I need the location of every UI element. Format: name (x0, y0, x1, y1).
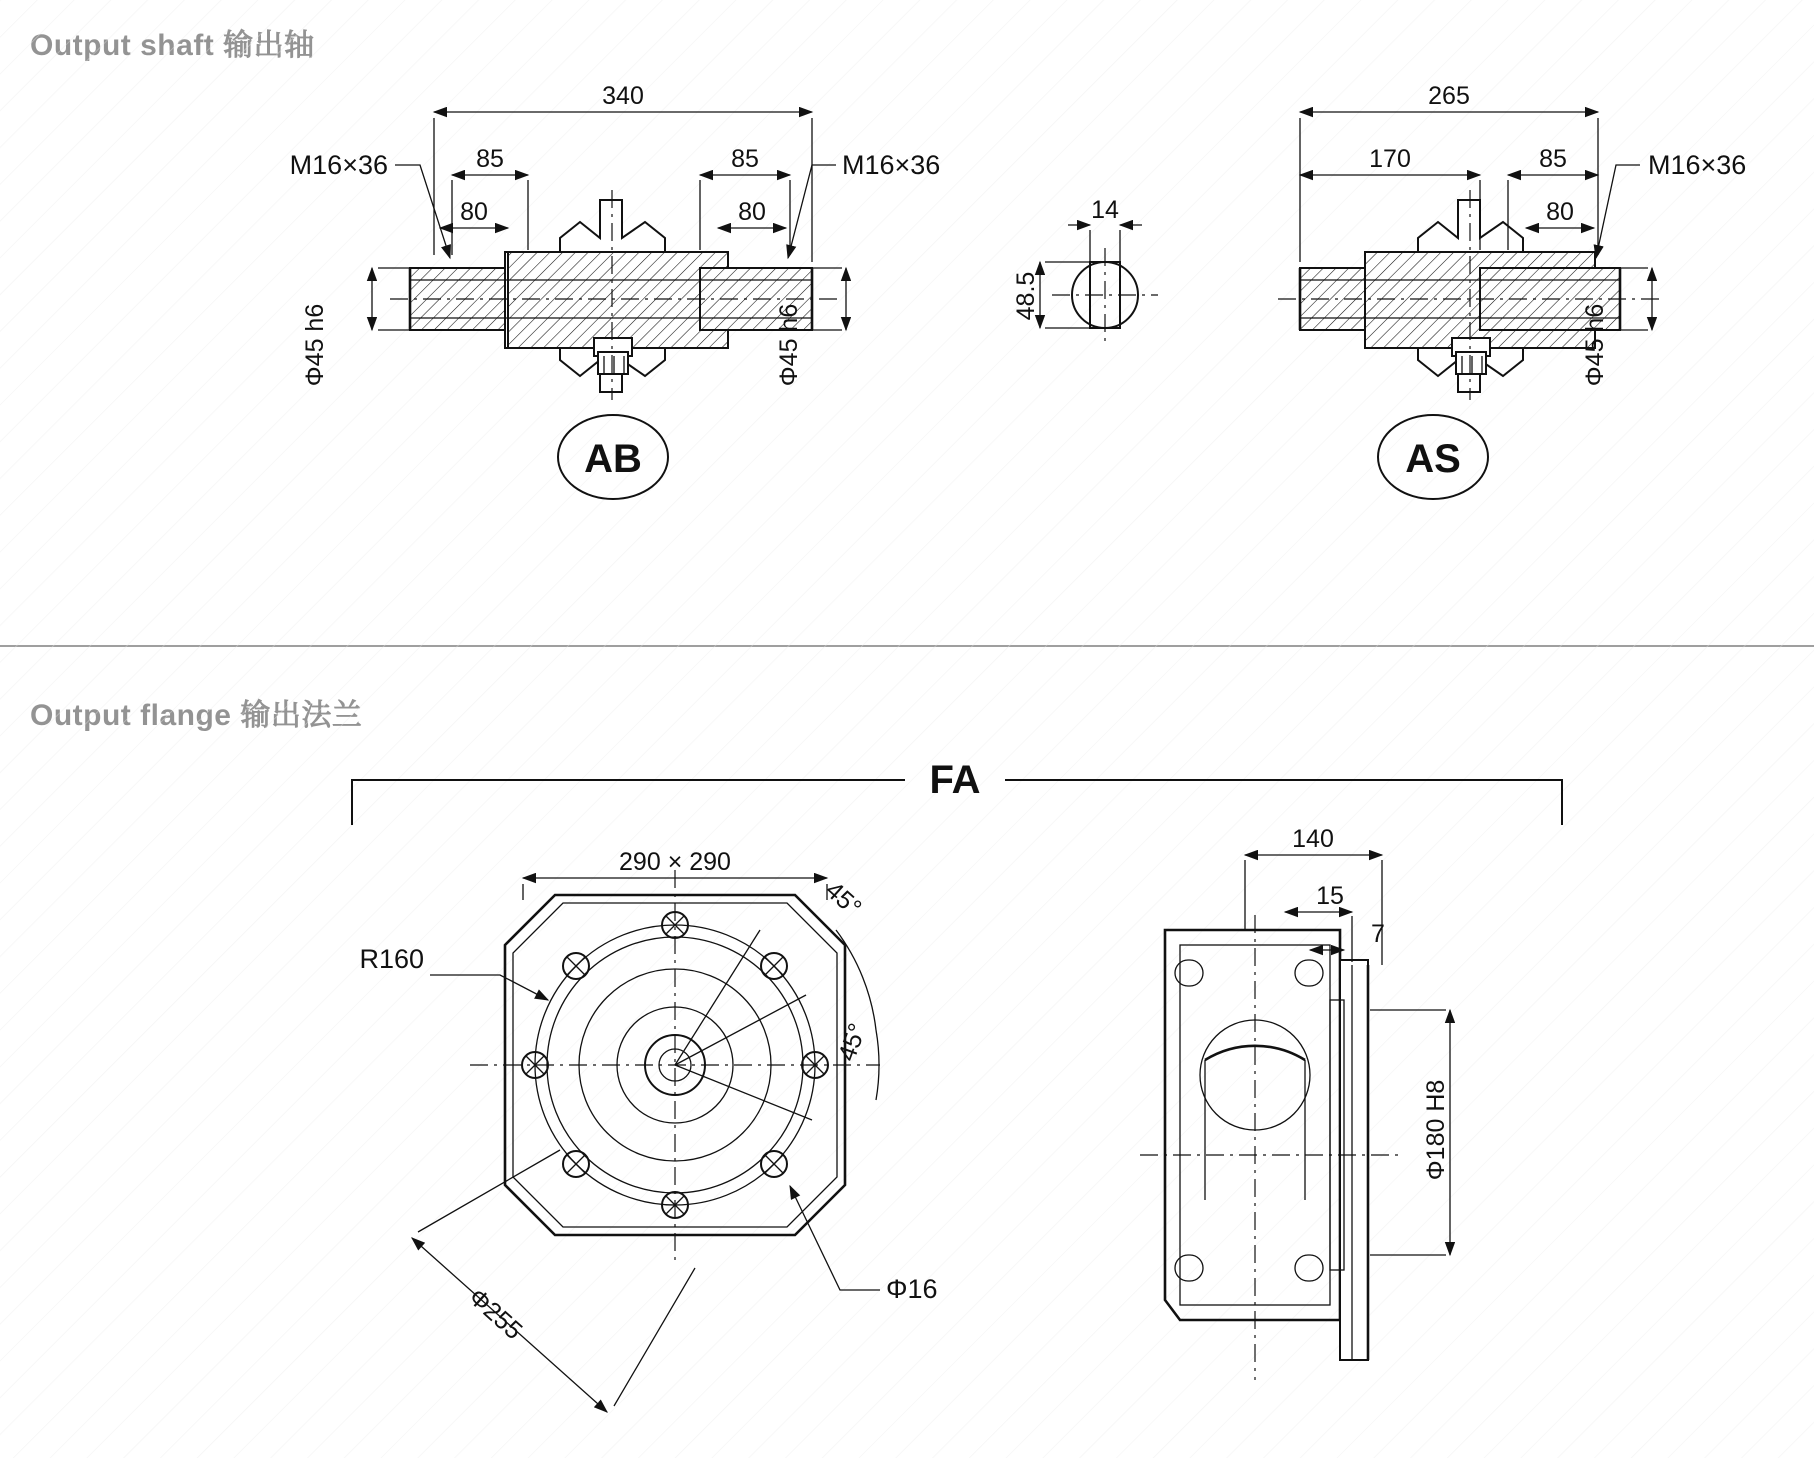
dim-key-width: 14 (1091, 196, 1119, 224)
note-as-thread: M16×36 (1648, 150, 1747, 180)
dim-ab-left-85: 85 (476, 145, 504, 173)
note-fa-hole: Φ16 (886, 1274, 938, 1304)
dim-fa-side-length: 140 (1292, 825, 1334, 853)
dim-ab-left-80: 80 (460, 198, 488, 226)
dim-as-overall: 265 (1428, 82, 1470, 110)
note-ab-right-thread: M16×36 (842, 150, 941, 180)
dim-as-inner: 170 (1369, 145, 1411, 173)
dim-as-85: 85 (1539, 145, 1567, 173)
dim-ab-right-80: 80 (738, 198, 766, 226)
dim-fa-angle-1: 45° (819, 876, 867, 923)
dim-ab-overall: 340 (602, 82, 644, 110)
dim-as-diameter: Φ45 h6 (1581, 303, 1609, 387)
dim-key-height: 48.5 (1012, 271, 1040, 321)
note-ab-left-thread: M16×36 (289, 150, 388, 180)
dim-fa-square: 290 × 290 (619, 848, 731, 876)
dim-fa-bolt-circle: Φ255 (463, 1283, 528, 1346)
fa-group-label: FA (929, 758, 981, 802)
dim-ab-right-85: 85 (731, 145, 759, 173)
dim-fa-angle-2: 45° (832, 1019, 873, 1065)
dim-fa-side-bore: Φ180 H8 (1422, 1079, 1450, 1181)
dim-fa-side-7: 7 (1371, 920, 1385, 948)
dim-as-80: 80 (1546, 198, 1574, 226)
dim-ab-left-diameter: Φ45 h6 (301, 303, 329, 387)
dim-ab-right-diameter: Φ45 h6 (775, 303, 803, 387)
dim-fa-side-15: 15 (1316, 882, 1344, 910)
badge-ab-label: AB (584, 437, 642, 481)
badge-as-label: AS (1405, 437, 1461, 481)
note-fa-radius: R160 (359, 944, 424, 974)
